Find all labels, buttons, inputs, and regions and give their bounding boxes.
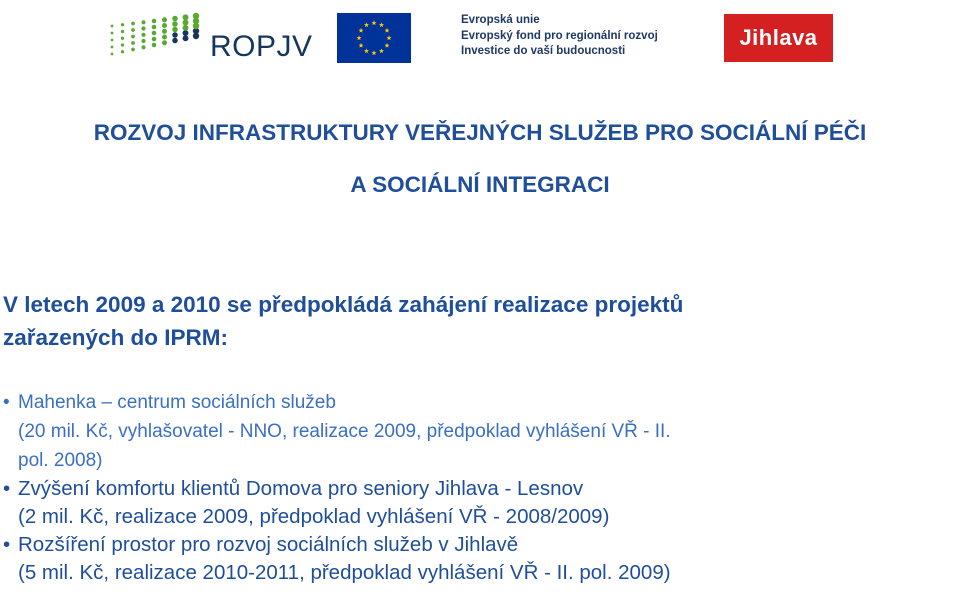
list-item xyxy=(3,531,953,587)
eu-line-2: Evropský fond pro regionální rozvoj xyxy=(461,29,658,42)
rop-dot xyxy=(121,37,124,40)
page-title-line-2: A SOCIÁLNÍ INTEGRACI xyxy=(350,172,610,197)
rop-dot xyxy=(162,40,167,45)
rop-dot xyxy=(111,53,114,56)
rop-dot xyxy=(162,23,167,28)
rop-dot xyxy=(141,45,145,49)
rop-dot xyxy=(162,29,167,34)
rop-dot xyxy=(111,39,114,42)
rop-dot xyxy=(131,35,135,39)
jihlava-logo: Jihlava xyxy=(724,14,833,62)
bullet-icon: • xyxy=(3,533,11,556)
list-item-line: (20 mil. Kč, vyhlašovatel - NNO, realizace 2009, předpoklad vyhlášení VŘ - II. xyxy=(18,421,671,442)
list-item-line: Zvýšení komfortu klientů Domova pro seniory Jihlava - Lesnov xyxy=(18,477,584,500)
rop-dot xyxy=(111,46,114,49)
intro-paragraph xyxy=(3,288,943,354)
intro-line-2: zařazených do IPRM: xyxy=(3,325,229,350)
project-list xyxy=(3,388,953,587)
logo-bar xyxy=(0,0,960,90)
rop-dot xyxy=(141,20,145,24)
page-title-line-1: ROZVOJ INFRASTRUKTURY VEŘEJNÝCH SLUŽEB PRO SOCIÁLNÍ PÉČI xyxy=(93,120,867,145)
rop-dot xyxy=(141,26,145,30)
eu-line-1: Evropská unie xyxy=(461,14,540,26)
rop-dot xyxy=(121,30,124,33)
rop-dot xyxy=(183,30,189,36)
rop-dot xyxy=(183,20,189,26)
rop-dot xyxy=(183,25,189,31)
rop-dot xyxy=(172,16,178,22)
list-item-line: (2 mil. Kč, realizace 2009, předpoklad vyhlášení VŘ - 2008/2009) xyxy=(18,505,610,528)
list-item-line: Rozšíření prostor pro rozvoj sociálních služeb v Jihlavě xyxy=(18,533,519,556)
rop-logo-text: ROPJV xyxy=(210,30,313,63)
eu-line-3: Investice do vaší budoucnosti xyxy=(461,45,626,57)
rop-dot xyxy=(152,43,157,48)
list-item-line: Mahenka – centrum sociálních služeb xyxy=(18,392,336,413)
eu-flag-icon xyxy=(337,13,411,63)
rop-dot xyxy=(172,32,178,38)
rop-dot xyxy=(172,21,178,27)
list-item-line: (5 mil. Kč, realizace 2010-2011, předpoklad vyhlášení VŘ - II. pol. 2009) xyxy=(18,561,671,584)
rop-dot xyxy=(131,41,135,45)
rop-dot xyxy=(141,39,145,43)
eu-text-block xyxy=(461,13,658,60)
intro-line-1: V letech 2009 a 2010 se předpokládá zahájení realizace projektů xyxy=(3,292,684,317)
list-item-line: pol. 2008) xyxy=(18,450,103,471)
rop-dot xyxy=(152,37,157,42)
rop-dot xyxy=(111,32,114,35)
rop-dot xyxy=(152,31,157,36)
bullet-icon: • xyxy=(3,477,11,500)
rop-dot xyxy=(172,38,178,44)
rop-dot xyxy=(121,43,124,46)
rop-dot xyxy=(193,13,199,19)
rop-dot xyxy=(162,17,167,22)
rop-dot xyxy=(111,25,114,28)
bullet-icon: • xyxy=(3,392,10,413)
rop-dot xyxy=(183,14,189,20)
rop-dot xyxy=(152,25,157,30)
rop-dot xyxy=(141,33,145,37)
rop-dot xyxy=(131,22,135,26)
rop-dot xyxy=(121,23,124,26)
rop-dot xyxy=(121,50,124,53)
rop-dot xyxy=(162,34,167,39)
list-item xyxy=(3,475,953,531)
rop-dot xyxy=(131,28,135,32)
list-item xyxy=(3,388,953,475)
rop-dot xyxy=(131,48,135,52)
rop-dot xyxy=(183,35,189,41)
rop-dot xyxy=(172,27,178,33)
rop-dot xyxy=(152,19,157,24)
